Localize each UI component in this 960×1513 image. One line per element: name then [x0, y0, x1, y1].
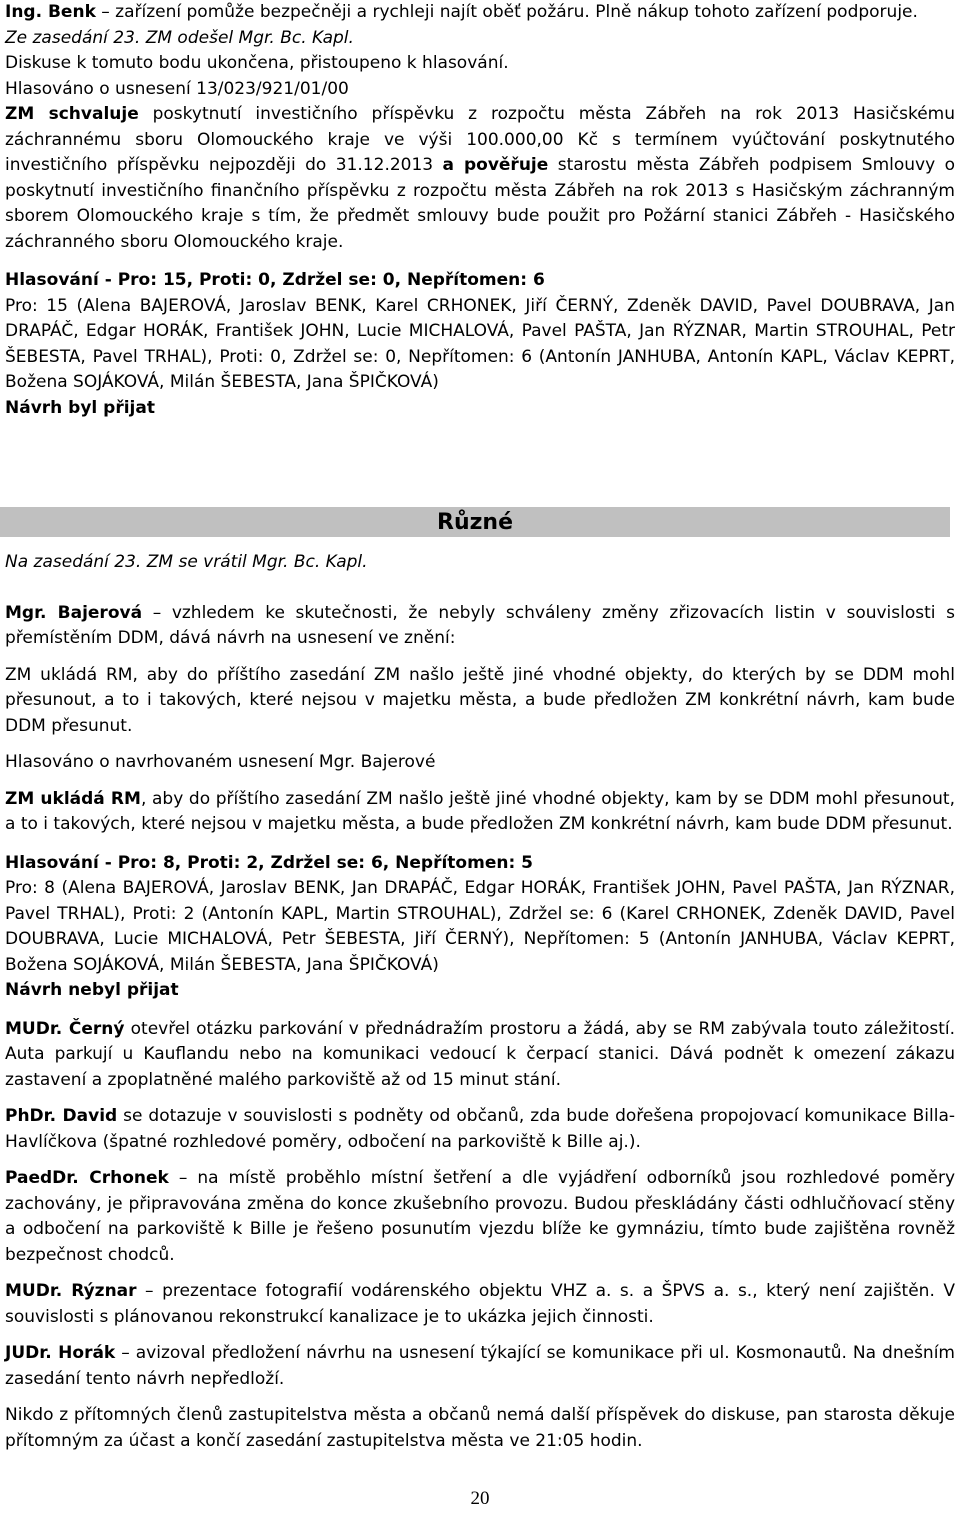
return-note: Na zasedání 23. ZM se vrátil Mgr. Bc. Kapl. [5, 552, 368, 572]
benk-paragraph: Ing. Benk – zařízení pomůže bezpečněji a rychleji najít oběť požáru. Plně nákup tohoto zařízení podporuje. [5, 2, 918, 22]
resolution-text-2: ZM ukládá RM, aby do příštího zasedání ZM našlo ještě jiné vhodné objekty, kam by se DDM mohl přesunout, a to i takových, které nejsou v majetku města, a bude předložen ZM konkrétní návrh, kam bude DDM přesunut. [5, 788, 955, 834]
vote-heading: Hlasování - Pro: 15, Proti: 0, Zdržel se: 0, Nepřítomen: 6 [5, 270, 545, 290]
speaker-paragraph: MUDr. Rýznar – prezentace fotografií vodárenského objektu VHZ a. s. a ŠPVS a. s., který není zajištěn. V souvislosti s plánovanou rekonstrukcí kanalizace je to ukázka jejich činnosti. [5, 1281, 955, 1327]
closing-paragraph: Nikdo z přítomných členů zastupitelstva města a občanů nemá další příspěvek do diskuse, pan starosta děkuje přítomným za účast a končí zasedání zastupitelstva města ve 21:05 hodin. [5, 1405, 955, 1451]
discussion-end: Diskuse k tomuto bodu ukončena, přistoupeno k hlasování. [5, 53, 509, 73]
section-title: Různé [437, 510, 513, 535]
vote-result-2: Návrh nebyl přijat [5, 980, 179, 1000]
resolution-text: ZM schvaluje poskytnutí investičního příspěvku z rozpočtu města Zábřeh na rok 2013 Hasičskému záchrannému sboru Olomouckého kraje ve výši 100.000,00 Kč s termínem vyúčtování poskytnutého investičního příspěvku nejpozději do 31.12.2013 a pověřuje starostu města Zábřeh podpisem Smlouvy o poskytnutí investičního finančního příspěvku z rozpočtu města Zábřeh na rok 2013 s Hasičským záchranným sborem Olomouckého kraje s tím, že předmět smlouvy bude použit pro Požární stanici Zábřeh - Hasičského záchranného sboru Olomouckého kraje. [5, 104, 956, 252]
speaker-paragraph: MUDr. Černý otevřel otázku parkování v přednádražím prostoru a žádá, aby se RM zabývala touto záležitostí. Auta parkují u Kauflandu nebo na komunikaci vedoucí k čerpací stanici. Dává podnět k omezení zákazu zastavení a zpoplatněné malého parkoviště až od 15 minut stání. [5, 1018, 955, 1090]
speaker-benk: Ing. Benk [5, 2, 96, 22]
speaker-paragraph: PaedDr. Crhonek – na místě proběhlo místní šetření a dle vyjádření odborníků jsou rozhledové poměry zachovány, je připravována změna do konce zkušebního provozu. Budou přeskládány části odhlučňovací stěny a odbočení na parkoviště k Bille je řešeno posunutím vjezdu blíže ke gymnáziu, tímto bude zajištěna rovněž bezpečnost chodců. [5, 1168, 956, 1265]
vote-detail-2: Pro: 8 (Alena BAJEROVÁ, Jaroslav BENK, Jan DRAPÁČ, Edgar HORÁK, František JOHN, Pavel PAŠTA, Jan RÝZNAR, Pavel TRHAL), Proti: 2 (Antonín KAPL, Martin STROUHAL), Zdržel se: 6 (Karel CRHONEK, Zdeněk DAVID, Pavel DOUBRAVA, Lucie MICHALOVÁ, Petr ŠEBESTA, Jiří ČERNÝ), Nepřítomen: 5 (Antonín JANHUBA, Václav KEPRT, Božena SOJÁKOVÁ, Milán ŠEBESTA, Jana ŠPIČKOVÁ) [5, 878, 955, 975]
speaker-paragraph: PhDr. David se dotazuje v souvislosti s podněty od občanů, zda bude dořešena propojovací komunikace Billa-Havlíčkova (špatné rozhledové poměry, odbočení na parkoviště k Bille aj.). [5, 1106, 955, 1152]
vote-on-resolution: Hlasováno o usnesení 13/023/921/01/00 [5, 78, 349, 99]
vote-result: Návrh byl přijat [5, 397, 155, 418]
vote-on-proposal: Hlasováno o navrhovaném usnesení Mgr. Bajerové [5, 752, 436, 772]
document-page [5, 0, 955, 421]
page-number: 20 [470, 1488, 490, 1509]
vote-detail: Pro: 15 (Alena BAJEROVÁ, Jaroslav BENK, Karel CRHONEK, Jiří ČERNÝ, Zdeněk DAVID, Pavel DOUBRAVA, Jan DRAPÁČ, Edgar HORÁK, František JOHN, Lucie MICHALOVÁ, Pavel PAŠTA, Jan RÝZNAR, Martin STROUHAL, Petr ŠEBESTA, Pavel TRHAL), Proti: 0, Zdržel se: 0, Nepřítomen: 6 (Antonín JANHUBA, Antonín KAPL, Václav KEPRT, Božena SOJÁKOVÁ, Milán ŠEBESTA, Jana ŠPIČKOVÁ) [5, 295, 955, 392]
departure-note: Ze zasedání 23. ZM odešel Mgr. Bc. Kapl. [5, 27, 354, 48]
vote-heading-2: Hlasování - Pro: 8, Proti: 2, Zdržel se: 6, Nepřítomen: 5 [5, 852, 533, 873]
document-page-lower [5, 550, 955, 1454]
proposal-text: ZM ukládá RM, aby do příštího zasedání ZM našlo ještě jiné vhodné objekty, do kterých by se DDM mohl přesunout, a to i takových, které nejsou v majetku města, a bude předložen ZM konkrétní návrh, kam bude DDM přesunut. [5, 664, 955, 736]
speaker-paragraph: JUDr. Horák – avizoval předložení návrhu na usnesení týkající se komunikace při ul. Kosmonautů. Na dnešním zasedání tento návrh nepředloží. [5, 1343, 955, 1389]
bajerova-paragraph: Mgr. Bajerová – vzhledem ke skutečnosti, že nebyly schváleny změny zřizovacích listin v souvislosti s přemístěním DDM, dává návrh na usnesení ve znění: [5, 602, 955, 648]
